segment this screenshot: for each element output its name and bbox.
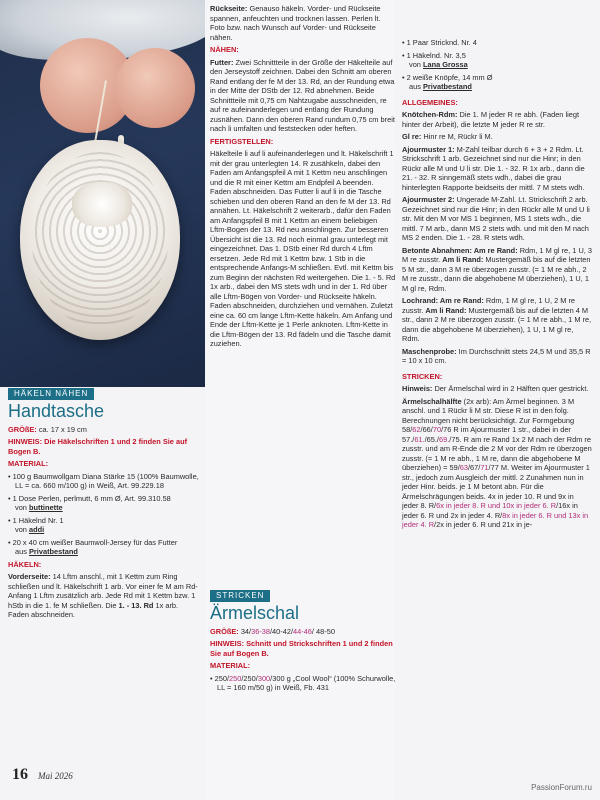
- needles: • 1 Paar Stricknd. Nr. 4: [402, 38, 477, 47]
- column-middle: [210, 4, 396, 352]
- rueckseite-text: Rückseite: Genauso häkeln. Vorder- und Rückseite spannen, anfeuchten und trocknen lassen. Perlen lt. Foto bzw. nach Wunsch auf Vorder- und Rückseite nähen.: [210, 4, 381, 42]
- hint: HINWEIS: Die Häkelschriften 1 und 2 finden Sie auf Bogen B.: [8, 437, 188, 456]
- haekeln-heading: HÄKELN:: [8, 559, 42, 569]
- issue-date: Mai 2026: [38, 771, 73, 781]
- material-heading-2: MATERIAL:: [210, 661, 251, 670]
- ajourmuster-2: Ajourmuster 2: Ungerade M-Zahl. Lt. Strickschrift 2 arb. Gezeichnet sind nur die Hinr; in den Rückr alle M und U li str. Mit den M vor MS 1 beginnen, MS 1 stets wdh., die mittl. 7 M arb., dann MS 2 stets wdh. und mit den M nach MS 2 enden. Die 1. - 28. R stets wdh.: [402, 195, 590, 242]
- fertig-heading: FERTIGSTELLEN:: [210, 136, 274, 146]
- watermark-site: PassionForum.ru: [531, 783, 592, 792]
- column-aermelschal: [210, 590, 396, 696]
- fertig-text: Häkelteile li auf li aufeinanderlegen und lt. Häkelschrift 1 mit der grau unterlegten 14. R zusähkeln, dabei den Faden am Anfangspfeil A mit 1 Kettm neu anschlingen und die R mit einer Kettm am Endpfeil A beenden. Faden abschneiden. Das Futter li auf li in die Tasche schieben und den oberen Rand an den fe M der 13. Rd annähen. Lt. Häkelschrift 2 weiterarb., dafür den Faden am Anfangspfeil B mit 1 Kettm an einem beliebigen Lftm-Bogen der 13. Rd neu anschlingen. Zur besseren Übersicht ist die 13. Rd noch einmal grau unterlegt mit eingezeichnet. Das 1. DStb einer Rd durch 4 Lftm ersetzen. Jede Rd mit 1 Kettm bzw. 1 Stb in die entsprechende Anfangs-M schließen. Evtl. mit Kettm bis zum Beginn der nächsten Rd weitergehen. Die 1. - 5. Rd 1x arb., dabei den MS stets wdh und in der 1. Rd über alle Lftm-Bögen von Vorder- und Rückseite häkeln. Faden abschneiden, durchziehen und vernähen. Zuletzt eine ca. 60 cm lange Lftm-Kette häkeln. Am Anfang und Ende der Lftm-Kette je 1 Perle anknoten. Lftm-Kette in die Lftm-Bögen der 13. Rd fädeln und die Tasche damit zuziehen.: [210, 149, 396, 348]
- column-right: [402, 38, 592, 533]
- gl-re: Gl re: Hinr re M, Rückr li M.: [402, 132, 493, 141]
- product-photo: [0, 0, 205, 387]
- buttons: • 2 weiße Knöpfe, 14 mm Ø aus Privatbestand: [402, 72, 493, 91]
- material-heading: MATERIAL:: [8, 459, 49, 468]
- betonte-abnahmen: Betonte Abnahmen: Am re Rand: Rdm, 1 M gl re, 1 U, 3 M re zusstr. Am li Rand: Mustergemäß bis auf die letzten 5 M str., dann 3 M re überzogen zusstr. (= 1 M re abh., 2 M re zusstr., dann die abgehobene M überziehen), 1 U, 1 M gl re, Rdm.: [402, 245, 592, 293]
- page-number: 16: [12, 766, 28, 783]
- article-title-2: Ärmelschal: [210, 602, 300, 623]
- lace-flower: [72, 182, 132, 227]
- article-title: Handtasche: [8, 400, 105, 421]
- stricken-heading: STRICKEN:: [402, 371, 443, 381]
- aermelschalhaelfte: Ärmelschalhälfte (2x arb): Am Ärmel beginnen. 3 M anschl. und 1 Rückr li M str. Diese R ist in den folg. Berechnungen nicht berücksichtigt. Zur Formgebung 58/62/66/70/76 R im Ajourmuster 1 str., dabei in der 57./61./65./69./75. R am re Rand 1x 2 M nach der Rdm re zusstr. und am R-Ende die 2 M vor der Rdm re überzogen zusstr. (= 1 M re abh., 1 M re, dann die abgehobene M überziehen) = 59/63/67/71/77 M. Weiter im Ajourmuster 1 str., jedoch zum Ausgleich der mittl. 2 Zunahmen nun in jeder Hinr. beids. je 1 M betont abn. Für die Ärmelschrägungen beids. 4x in jeder 10. R und 9x in jeder 8. R/6x in jeder 8. R und 10x in jeder 6. R/16x in jeder 6. R und 2x in jeder 4. R/8x in jeder 6. R und 13x in jeder 4. R/2x in jeder 6. R und 21x in je-: [402, 396, 592, 529]
- size-line-2: GRÖßE: 34/36-38/40-42/44-46/ 48-50: [210, 626, 335, 636]
- column-handtasche: [8, 388, 200, 623]
- material-item-1: • 100 g Baumwollgarn Diana Stärke 15 (100% Baumwolle, LL = ca. 660 m/100 g) in Weiß, Art. 99.229.18: [8, 471, 199, 490]
- material-yarn: • 250/250/250/300/300 g „Cool Wool“ (100% Schurwolle, LL = 160 m/50 g) in Weiß, Fb. 431: [210, 673, 396, 692]
- category-banner-2: STRICKEN: [210, 590, 270, 602]
- futter-text: Futter: Zwei Schnittteile in der Größe der Häkelteile auf den Jerseystoff zeichnen. Dabei den Schnitt am oberen Rand entlang der fe M der 13. Rd, an der Rundung etwa in der Mitte der DStb der 12. Rd abnehmen. Beide Schnittteile mit 0,75 cm Nahtzugabe ausschneiden, re auf re aufeinanderlegen und entlang der Rundung zusnähen. Dann den oberen Rand rundum 0,75 cm breit nach li umfalten und feststecken oder heften.: [210, 57, 395, 133]
- material-item-4: • 20 x 40 cm weißer Baumwoll-Jersey für das Futter aus Privatbestand: [8, 537, 178, 556]
- vorderseite-text: Vorderseite: 14 Lftm anschl., mit 1 Kettm zum Ring schließen und lt. Häkelschrift 1 arb. Vor einer fe M am Rd-Anfang 1 Lftm zusätzlich arb. Jede Rd mit 1 Kettm bzw. 1 hStb in die 1. fe M schließen. Die 1. - 13. Rd 1x arb. Faden abschneiden.: [8, 572, 198, 619]
- allgemeines-heading: ALLGEMEINES:: [402, 97, 458, 107]
- maschenprobe: Maschenprobe: Im Durchschnitt stets 24,5 M und 35,5 R = 10 x 10 cm.: [402, 346, 591, 365]
- material-item-3: • 1 Häkelnd Nr. 1 von addi: [8, 515, 64, 534]
- ajourmuster-1: Ajourmuster 1: M-Zahl teilbar durch 6 + 3 + 2 Rdm. Lt. Strickschrift 1 arb. Gezeichnet sind nur die Hinr; in den Rückr alle M und U li str. Die 1. - 32. R 1x arb., dann die 21. - 32. R sinngemäß stets wdh., dabei die grau hinterlegten Rapporte beidseits der mittl. 7 M stets wdh.: [402, 144, 585, 192]
- stricken-hinweis: Hinweis: Der Ärmelschal wird in 2 Hälften quer gestrickt.: [402, 384, 589, 393]
- material-item-2: • 1 Dose Perlen, perlmutt, 6 mm Ø, Art. 99.310.58 von buttinette: [8, 493, 171, 512]
- size-line: GRÖßE: ca. 17 x 19 cm: [8, 424, 87, 434]
- hint-2: HINWEIS: Schnitt und Strickschriften 1 und 2 finden Sie auf Bogen B.: [210, 639, 393, 658]
- naehen-heading: NÄHEN:: [210, 45, 239, 54]
- knoetchen-rdm: Knötchen-Rdm: Die 1. M jeder R re abh. (Faden liegt hinter der Arbeit), die letzte M jeder R re str.: [402, 110, 580, 129]
- lochrand: Lochrand: Am re Rand: Rdm, 1 M gl re, 1 U, 2 M re zusstr. Am li Rand: Mustergemäß bis auf die letzten 4 M str., dann 2 M re überzogen zusstr. (= 1 M re abh., 1 M re, dann die abgehobene M überziehen), 1 U, 1 M gl re, Rdm.: [402, 296, 592, 343]
- crochet-bag: [20, 140, 180, 340]
- category-banner: HÄKELN NÄHEN: [8, 388, 94, 400]
- hand-right: [115, 48, 195, 128]
- crochet-hook: • 1 Häkelnd. Nr. 3,5 von Lana Grossa: [402, 50, 468, 69]
